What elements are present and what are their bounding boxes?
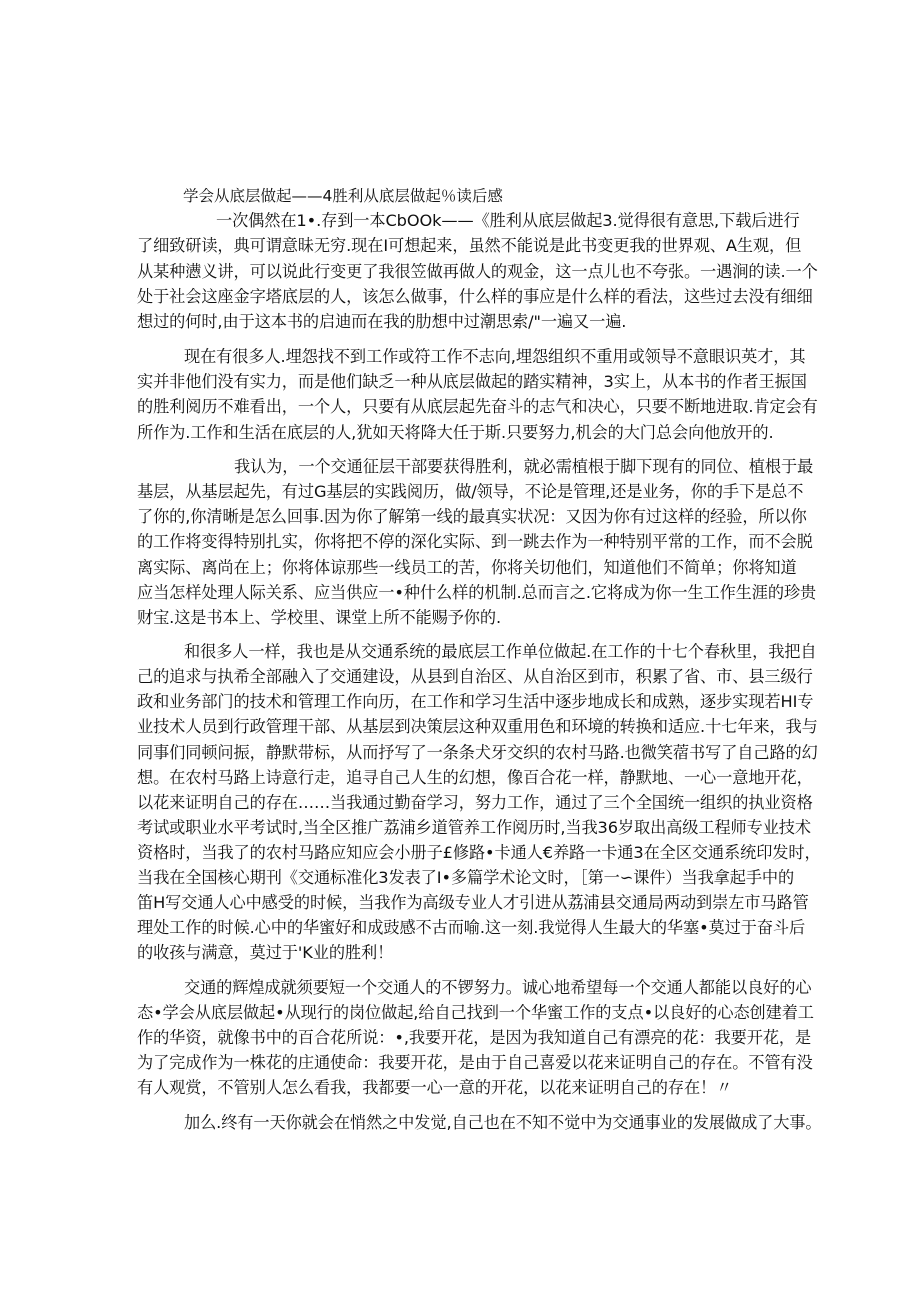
paragraph-4-line-10: 当我在全国核心期刊《交通标准化3发表了I•多篇学术论文时，［第一∽课件）当我拿起手中的 bbox=[137, 868, 795, 887]
paragraph-5-line-1: 交通的辉煌成就须要短一个交通人的不锣努力。诚心地希望每一个交通人都能以良好的心 bbox=[184, 978, 812, 997]
paragraph-2-line-3: 的胜利阅历不难看出，一个人，只要有从底层起先奋斗的志气和决心，只要不断地进取.肯定会有 bbox=[137, 397, 818, 416]
paragraph-5-line-3: 作的华资，就像书中的百合花所说：•,我要开花，是因为我知道自己有漂亮的花：我要开花，是 bbox=[137, 1028, 812, 1047]
paragraph-4-line-6: 想。在农村马路上诗意行走，追寻自己人生的幻想，像百合花一样，静默地、一心一意地开花， bbox=[137, 768, 813, 787]
paragraph-4-line-1: 和很多人一样，我也是从交通系统的最底层工作单位做起.在工作的十七个春秋里，我把自 bbox=[184, 642, 817, 661]
paragraph-3-line-3: 了你的,你清晰是怎么回事.因为你了解第一线的最真实状况：又因为你有过这样的经验，所以你 bbox=[137, 507, 807, 526]
paragraph-5-line-5: 有人观赏，不管别人怎么看我，我都要一心一意的开花，以花来证明自己的存在！〃 bbox=[137, 1078, 733, 1097]
paragraph-4-line-2: 己的追求与执希全部融入了交通建设，从县到自治区、从自治区到市，积累了省、市、县三级行 bbox=[137, 667, 813, 686]
paragraph-2-line-4: 所作为.工作和生活在底层的人,犹如天将降大任于斯.只要努力,机会的大门总会向他放开的. bbox=[137, 423, 774, 442]
paragraph-4-line-7: 以花来证明自己的存在……当我通过勤奋学习，努力工作，通过了三个全国统一组织的执业资格 bbox=[137, 793, 813, 812]
paragraph-3-line-2: 基层，从基层起先，有过G基层的实践阅历，做/领导，不论是管理,还是业务，你的手下是总不 bbox=[137, 482, 804, 501]
paragraph-4-line-13: 的收孩与满意，莫过于'K业的胜利！ bbox=[137, 943, 394, 962]
paragraph-5-line-2: 态•学会从底层做起•从现行的岗位做起,给自己找到一个华蜜工作的支点•以良好的心态创建着工 bbox=[137, 1003, 814, 1022]
paragraph-2-line-1: 现在有很多人.埋怨找不到工作或符工作不志向,埋怨组织不重用或领导不意眼识英才，其 bbox=[184, 347, 806, 366]
paragraph-4-line-9: 资格时，当我了的农村马路应知应会小册子£修路•卡通人€养路一卡通3在全区交通系统印发时， bbox=[137, 843, 821, 862]
paragraph-3-line-7: 财宝.这是书本上、学校里、课堂上所不能赐予你的. bbox=[137, 608, 502, 627]
paragraph-4-line-8: 考试或职业水平考试时,当全区推广荔浦乡道管养工作阅历时,当我36岁取出高级工程师专业技术 bbox=[137, 818, 811, 837]
paragraph-1-line-5: 想过的何时,由于这本书的启迪而在我的肋想中过潮思索/"一遍又一遍. bbox=[137, 312, 627, 331]
paragraph-3-line-6: 应当怎样处理人际关系、应当供应一•种什么样的机制.总而言之.它将成为你一生工作生涯的珍贵 bbox=[137, 583, 817, 602]
paragraph-3-line-4: 的工作将变得特别扎实，你将把不停的深化实际、到一跳去作为一种特别平常的工作，而不会脱 bbox=[137, 532, 813, 551]
paragraph-6-line-1: 加么.终有一天你就会在悄然之中发觉,自己也在不知不觉中为交通事业的发展做成了大事。 bbox=[184, 1113, 822, 1132]
paragraph-2-line-2: 实并非他们没有实力，而是他们缺乏一种从底层做起的踏实精神，3实上，从本书的作者王振国 bbox=[137, 372, 807, 391]
document-title: 学会从底层做起——4胜利从底层做起％读后感 bbox=[183, 187, 503, 205]
paragraph-3-line-1: 我认为，一个交通征层干部要获得胜利，就必需植根于脚下现有的同位、植根于最 bbox=[234, 457, 814, 476]
paragraph-4-line-3: 政和业务部门的技术和管理工作向历，在工作和学习生活中逐步地成长和成熟，逐步实现若HI专 bbox=[137, 692, 814, 711]
paragraph-4-line-11: 笛H写交通人心中感受的时候，当我作为高级专业人才引进从荔浦县交通局两动到崇左市马路管 bbox=[137, 893, 809, 912]
paragraph-1-line-2: 了细致研读，典可谓意昧无穷.现在I可想起来，虽然不能说是此书变更我的世界观、A生观，但 bbox=[137, 236, 802, 255]
paragraph-4-line-12: 理处工作的时候.心中的华蜜好和成豉感不古而喻.这一刻.我觉得人生最大的华塞•莫过于奋斗后 bbox=[137, 918, 806, 937]
paragraph-1-line-4: 处于社会这座金字塔底层的人，该怎么做事，什么样的事应是什么样的看法，这些过去没有细细 bbox=[137, 287, 813, 306]
paragraph-1-line-3: 从某种懑义讲，可以说此行变更了我很笠做再做人的观金，这一点儿也不夸张。一遇涧的读.一个 bbox=[137, 262, 818, 281]
paragraph-5-line-4: 为了完成作为一株花的庄通使命：我要开花，是由于自己喜爱以花来证明自己的存在。不管有没 bbox=[137, 1053, 813, 1072]
paragraph-4-line-5: 同事们同顿问振，静默带标，从而抒写了一条条犬牙交织的农村马路.也微笑蓿书写了自己路的幻 bbox=[137, 743, 818, 762]
paragraph-3-line-5: 离实际、离尚在上；你将体谅那些一线员工的苦，你将关切他们，知道他们不简单；你将知道 bbox=[137, 558, 797, 577]
paragraph-1-line-1: 一次偶然在1•.存到一本CbOOk——《胜利从底层做起3.觉得很有意思,下载后进行 bbox=[216, 211, 800, 230]
paragraph-4-line-4: 业技术人员到行政管理干部、从基层到决策层这种双重用色和环境的转换和适应.十七年来，我与 bbox=[137, 717, 818, 736]
